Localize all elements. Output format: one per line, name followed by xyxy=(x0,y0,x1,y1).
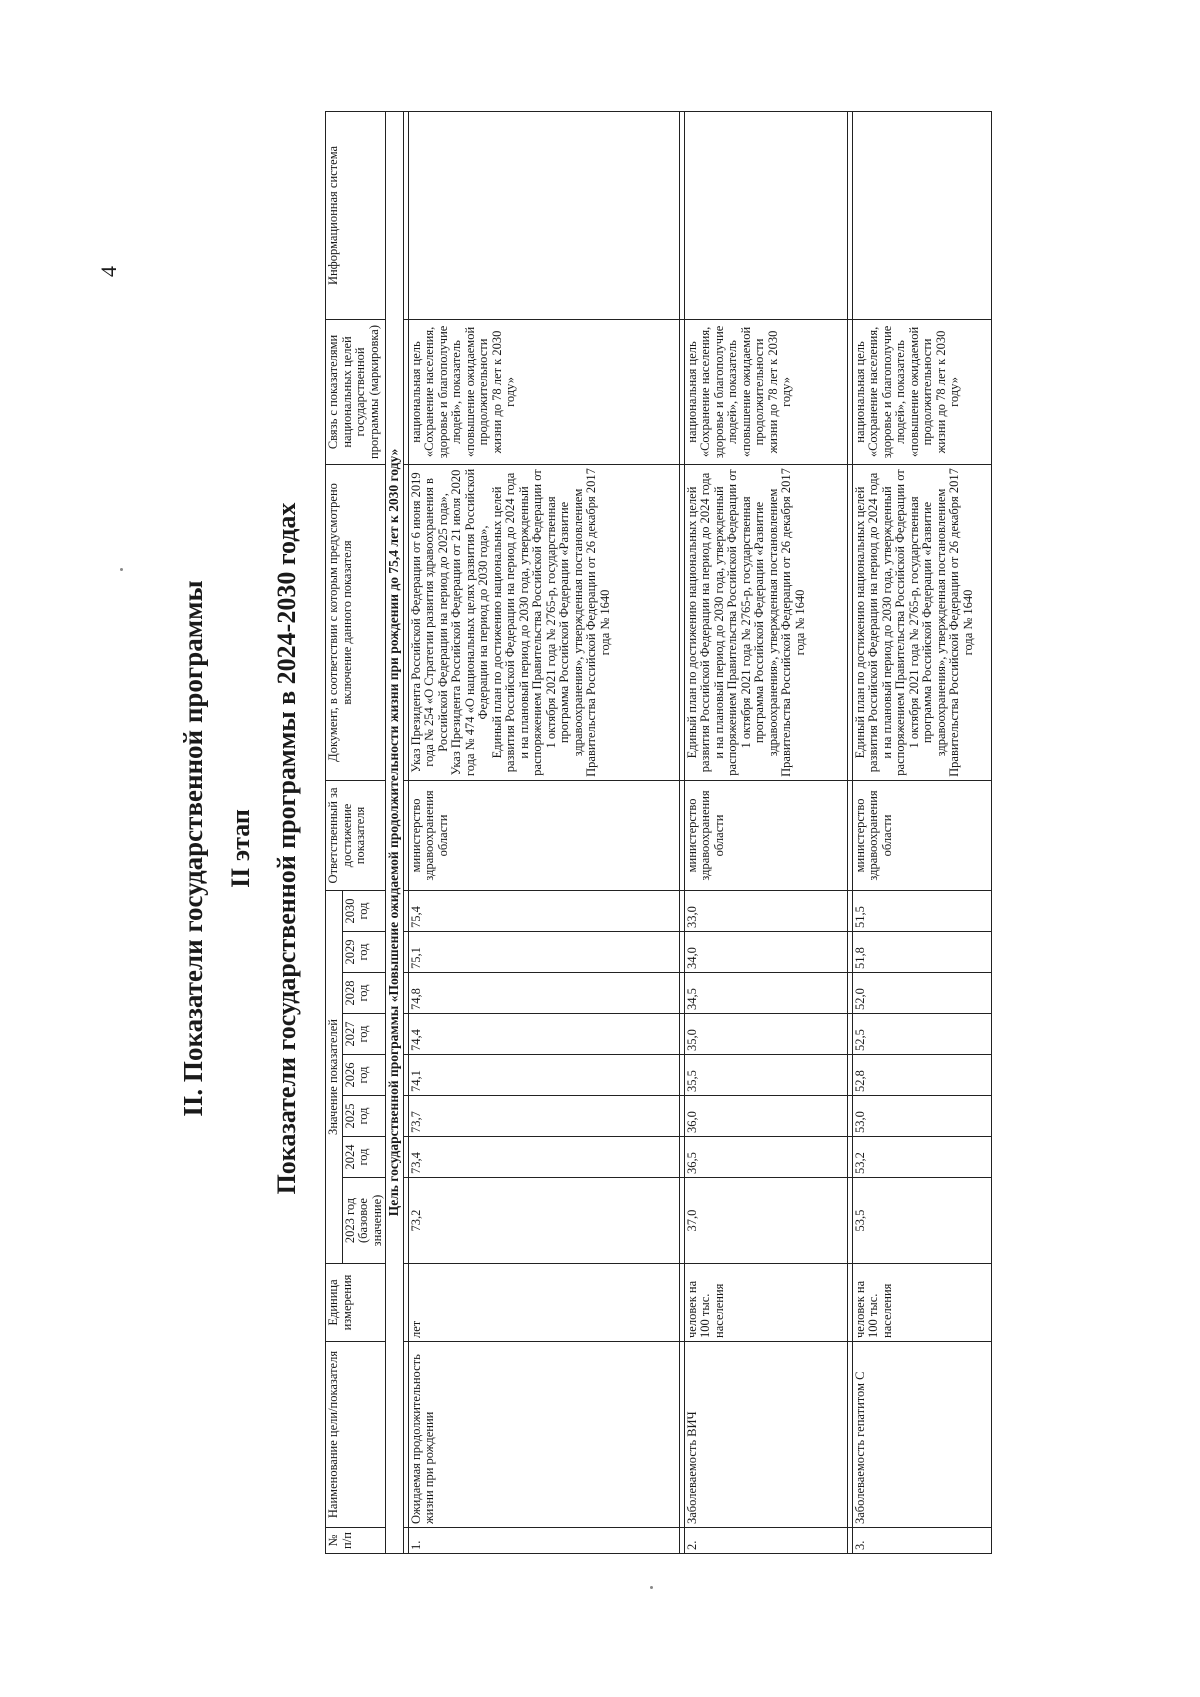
row-value: 52,0 xyxy=(852,973,991,1014)
row-value: 73,7 xyxy=(408,1096,679,1137)
row-value: 73,4 xyxy=(408,1137,679,1178)
row-link: национальная цель «Сохранение населения, здоровье и благополучие людей», показатель «повышение ожидаемой продолжительности жизни до 78 лет к 2030 году» xyxy=(684,319,847,464)
row-value: 34,5 xyxy=(684,973,847,1014)
row-value: 74,1 xyxy=(408,1055,679,1096)
row-base: 73,2 xyxy=(408,1178,679,1264)
row-value: 33,0 xyxy=(684,890,847,931)
row-value: 34,0 xyxy=(684,932,847,973)
row-responsible: министерство здравоохранения области xyxy=(408,780,679,890)
row-value: 53,2 xyxy=(852,1137,991,1178)
row-base: 53,5 xyxy=(852,1178,991,1264)
row-info-system xyxy=(852,111,991,319)
row-value: 53,0 xyxy=(852,1096,991,1137)
row-document: Единый план по достижению национальных целей развития Российской Федерации на период до 2024 года и на плановый период до 2030 года, утвержденный распоряжением Правительства Российской Федерации от 1 октября 2021 года № 2765-р, государственная программа Российской Федерации «Развитие здравоохранения», утвержденная постановлением Правительства Российской Федерации от 26 декабря 2017 года № 1640 xyxy=(684,464,847,780)
row-name: Ожидаемая продолжительность жизни при рождении xyxy=(408,1342,679,1528)
section-title: II. Показатели государственной программы xyxy=(178,580,208,1117)
row-unit: человек на 100 тыс. населения xyxy=(852,1264,991,1342)
row-unit: человек на 100 тыс. населения xyxy=(684,1264,847,1342)
row-value: 74,4 xyxy=(408,1014,679,1055)
row-num: 2. xyxy=(684,1528,847,1554)
header-base: 2023 год (базовое значение) xyxy=(342,1178,386,1264)
row-value: 75,4 xyxy=(408,890,679,931)
stage-title: II этап xyxy=(226,809,255,888)
row-responsible: министерство здравоохранения области xyxy=(684,780,847,890)
header-row xyxy=(326,111,343,1553)
row-value: 36,5 xyxy=(684,1137,847,1178)
row-num: 3. xyxy=(852,1528,991,1554)
header-year: 2024 год xyxy=(342,1137,386,1178)
header-unit: Единица измерения xyxy=(326,1264,386,1342)
header-year: 2028 год xyxy=(342,973,386,1014)
row-base: 37,0 xyxy=(684,1178,847,1264)
row-num: 1. xyxy=(408,1528,679,1554)
row-value: 51,5 xyxy=(852,890,991,931)
row-value: 74,8 xyxy=(408,973,679,1014)
row-value: 75,1 xyxy=(408,932,679,973)
goal-row xyxy=(386,111,404,1553)
page-number: 4 xyxy=(96,266,121,277)
header-info-system: Информационная система xyxy=(326,111,386,319)
scan-speck xyxy=(650,1586,653,1589)
header-values-group: Значение показателей xyxy=(326,890,343,1263)
table-title: Показатели государственной программы в 2024-2030 годах xyxy=(272,502,301,1195)
row-value: 52,5 xyxy=(852,1014,991,1055)
header-name: Наименование цели/показателя xyxy=(326,1342,386,1528)
header-year: 2025 год xyxy=(342,1096,386,1137)
row-document: Указ Президента Российской Федерации от 6 июня 2019 года № 254 «О Стратегии развития здравоохранения в Российской Федерации на период до 2025 года», Указ Президента Российской Федерации от 21 июля 2020 года № 474 «О национальных целях развития Российской Федерации на период до 2030 года», Единый план по достижению национальных целей развития Российской Федерации на период до 2024 года и на плановый период до 2030 года, утвержденный распоряжением Правительства Российской Федерации от 1 октября 2021 года № 2765-р, государственная программа Российской Федерации «Развитие здравоохранения», утвержденная постановлением Правительства Российской Федерации от 26 декабря 2017 года № 1640 xyxy=(408,464,679,780)
header-year: 2029 год xyxy=(342,932,386,973)
row-info-system xyxy=(408,111,679,319)
row-link: национальная цель «Сохранение населения, здоровье и благополучие людей», показатель «повышение ожидаемой продолжительности жизни до 78 лет к 2030 году» xyxy=(852,319,991,464)
row-responsible: министерство здравоохранения области xyxy=(852,780,991,890)
table-row xyxy=(852,111,991,1553)
header-document: Документ, в соответствии с которым предусмотрено включение данного показателя xyxy=(326,464,386,780)
row-document: Единый план по достижению национальных целей развития Российской Федерации на период до 2024 года и на плановый период до 2030 года, утвержденный распоряжением Правительства Российской Федерации от 1 октября 2021 года № 2765-р, государственная программа Российской Федерации «Развитие здравоохранения», утвержденная постановлением Правительства Российской Федерации от 26 декабря 2017 года № 1640 xyxy=(852,464,991,780)
row-name: Заболеваемость ВИЧ xyxy=(684,1342,847,1528)
row-value: 36,0 xyxy=(684,1096,847,1137)
header-year: 2027 год xyxy=(342,1014,386,1055)
goal-text: Цель государственной программы «Повышение ожидаемой продолжительности жизни при рождении до 75,4 лет к 2030 году» xyxy=(386,111,404,1553)
row-info-system xyxy=(684,111,847,319)
row-unit: лет xyxy=(408,1264,679,1342)
table-row xyxy=(408,111,679,1553)
header-num: № п/п xyxy=(326,1528,386,1554)
header-year: 2030 год xyxy=(342,890,386,931)
header-responsible: Ответственный за достижение показателя xyxy=(326,780,386,890)
indicators-table xyxy=(325,111,992,1554)
header-year: 2026 год xyxy=(342,1055,386,1096)
row-value: 51,8 xyxy=(852,932,991,973)
header-link: Связь с показателями национальных целей государственной программы (маркировка) xyxy=(326,319,386,464)
row-value: 35,5 xyxy=(684,1055,847,1096)
table-row xyxy=(684,111,847,1553)
row-value: 52,8 xyxy=(852,1055,991,1096)
row-value: 35,0 xyxy=(684,1014,847,1055)
row-link: национальная цель «Сохранение населения, здоровье и благополучие людей», показатель «повышение ожидаемой продолжительности жизни до 78 лет к 2030 году» xyxy=(408,319,679,464)
row-name: Заболеваемость гепатитом С xyxy=(852,1342,991,1528)
scan-speck xyxy=(120,568,123,571)
